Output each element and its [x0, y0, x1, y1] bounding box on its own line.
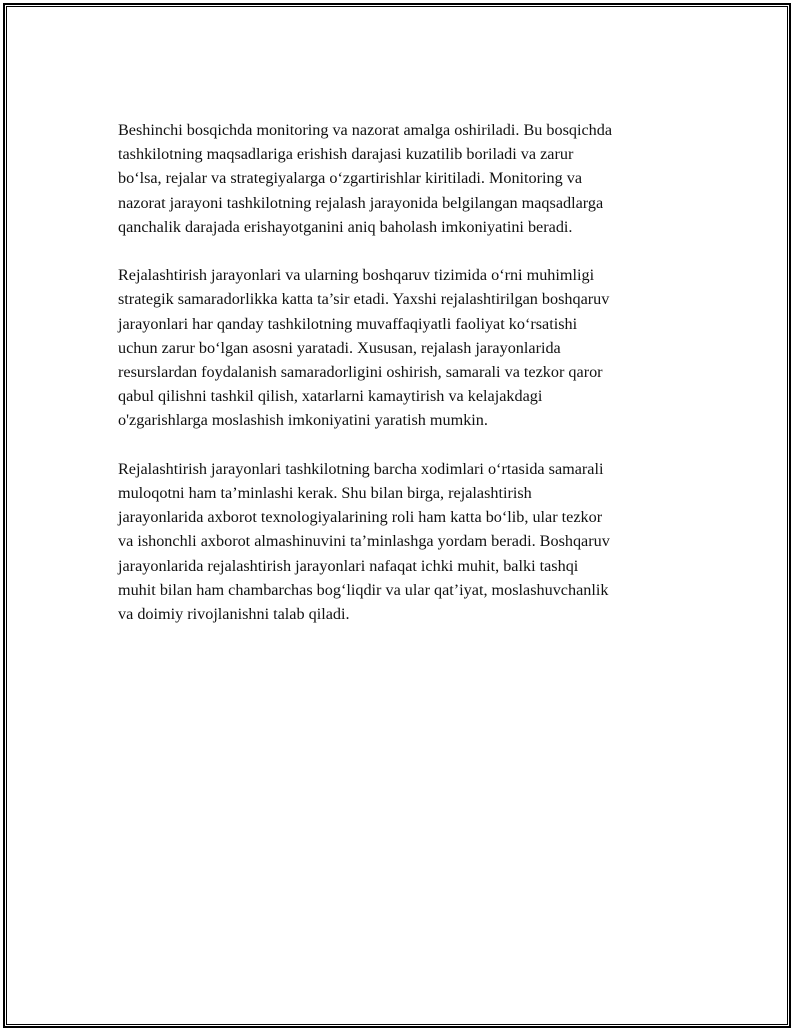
paragraph-planning-importance: Rejalashtirish jarayonlari va ularning boshqaruv tizimida o‘rni muhimligi strategik samaradorlikka katta ta’sir etadi. Yaxshi rejalashtirilgan boshqaruv jarayonlari har qanday tashkilotning muvaffaqiyatli faoliyat ko‘rsatishi uchun zarur bo‘lgan asosni yaratadi. Xususan, rejalash jarayonlarida resurslardan foydalanish samaradorligini oshirish, samarali va tezkor qaror qabul qilishni tashkil qilish, xatarlarni kamaytirish va kelajakdagi o'zgarishlarga moslashish imkoniyatini yaratish mumkin.: [118, 266, 610, 430]
document-body: [118, 118, 688, 650]
paragraph-communication: Rejalashtirish jarayonlari tashkilotning barcha xodimlari o‘rtasida samarali muloqotni ham ta’minlashi kerak. Shu bilan birga, rejalashtirish jarayonlarida axborot texnologiyalarining roli ham katta bo‘lib, ular tezkor va ishonchli axborot almashinuvini ta’minlashga yordam beradi. Boshqaruv jarayonlarida rejalashtirish jarayonlari nafaqat ichki muhit, balki tashqi muhit bilan ham chambarchas bog‘liqdir va ular qat’iyat, moslashuvchanlik va doimiy rivojlanishni talab qiladi.: [118, 459, 610, 624]
paragraph-monitoring: Beshinchi bosqichda monitoring va nazorat amalga oshiriladi. Bu bosqichda tashkilotning maqsadlariga erishish darajasi kuzatilib boriladi va zarur bo‘lsa, rejalar va strategiyalarga o‘zgartirishlar kiritiladi. Monitoring va nazorat jarayoni tashkilotning rejalash jarayonida belgilangan maqsadlarga qanchalik darajada erishayotganini aniq baholash imkoniyatini beradi.: [118, 121, 613, 236]
